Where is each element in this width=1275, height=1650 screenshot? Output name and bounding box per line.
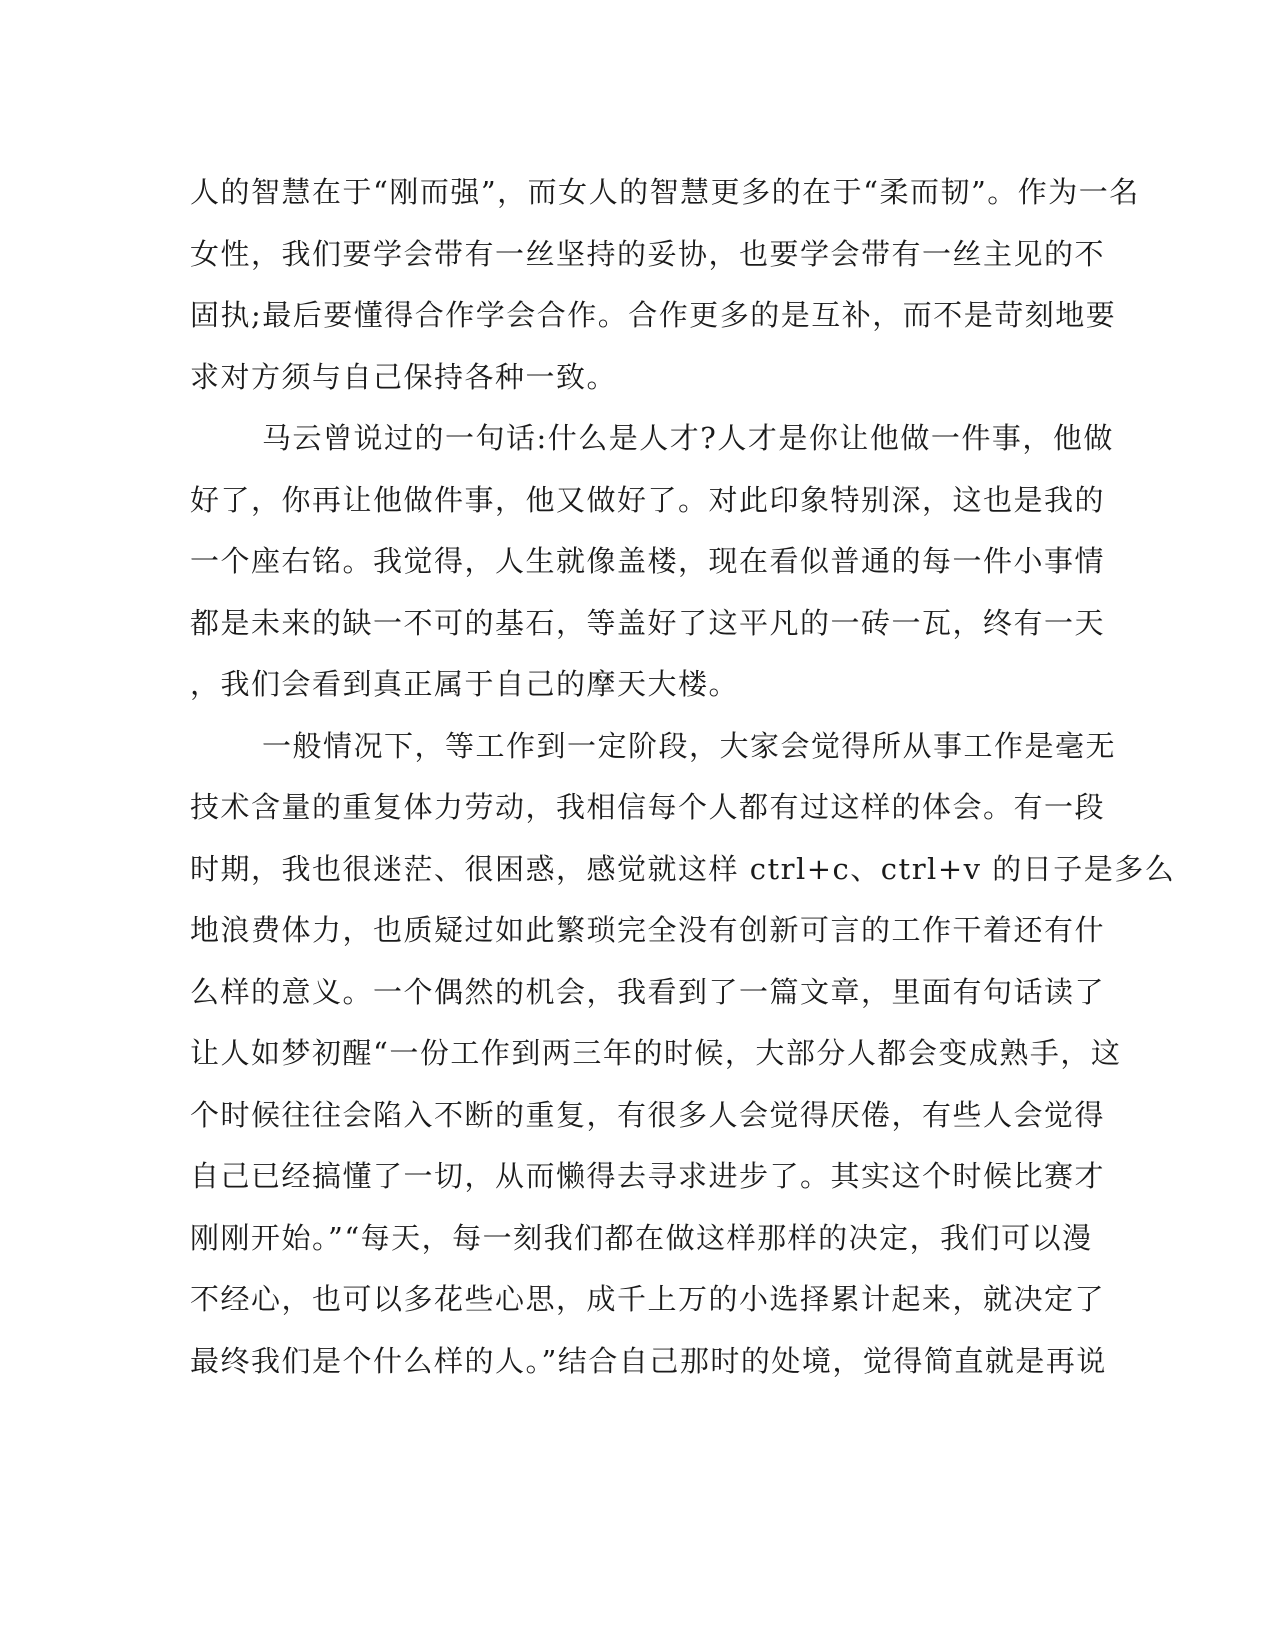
text-line: 让人如梦初醒“一份工作到两三年的时候，大部分人都会变成熟手，这 — [190, 1036, 1122, 1070]
text-line: 一个座右铭。我觉得，人生就像盖楼，现在看似普通的每一件小事情 — [190, 544, 1106, 578]
text-line: 个时候往往会陷入不断的重复，有很多人会觉得厌倦，有些人会觉得 — [190, 1097, 1106, 1132]
text-line: 求对方须与自己保持各种一致。 — [190, 359, 618, 394]
text-line: 都是未来的缺一不可的基石，等盖好了这平凡的一砖一瓦，终有一天 — [190, 605, 1106, 640]
text-line: 时期，我也很迷茫、很困惑，感觉就这样 ctrl+c、ctrl+v 的日子是多么 — [190, 851, 1176, 886]
text-line: 自己已经搞懂了一切，从而懒得去寻求进步了。其实这个时候比赛才 — [190, 1159, 1106, 1193]
text-line: 么样的意义。一个偶然的机会，我看到了一篇文章，里面有句话读了 — [190, 974, 1106, 1009]
text-line: 人的智慧在于“刚而强”，而女人的智慧更多的在于“柔而韧”。作为一名 — [190, 175, 1140, 209]
paragraph-start-line: 一般情况下，等工作到一定阶段，大家会觉得所从事工作是毫无 — [262, 728, 1117, 763]
text-line: 固执;最后要懂得合作学会合作。合作更多的是互补，而不是苛刻地要 — [190, 298, 1117, 332]
text-line: 地浪费体力，也质疑过如此繁琐完全没有创新可言的工作干着还有什 — [190, 913, 1106, 947]
text-line: ，我们会看到真正属于自己的摩天大楼。 — [190, 667, 740, 701]
text-line: 好了，你再让他做件事，他又做好了。对此印象特别深，这也是我的 — [190, 482, 1106, 517]
text-line: 技术含量的重复体力劳动，我相信每个人都有过这样的体会。有一段 — [190, 790, 1106, 824]
text-line: 女性，我们要学会带有一丝坚持的妥协，也要学会带有一丝主见的不 — [190, 236, 1106, 271]
paragraph-start-line: 马云曾说过的一句话:什么是人才?人才是你让他做一件事，他做 — [262, 421, 1114, 455]
text-line: 不经心，也可以多花些心思，成千上万的小选择累计起来，就决定了 — [190, 1282, 1106, 1316]
body-text — [190, 162, 1176, 1392]
text-line: 刚刚开始。”“每天，每一刻我们都在做这样那样的决定，我们可以漫 — [190, 1220, 1093, 1255]
text-line: 最终我们是个什么样的人。”结合自己那时的处境，觉得简直就是再说 — [190, 1343, 1107, 1378]
